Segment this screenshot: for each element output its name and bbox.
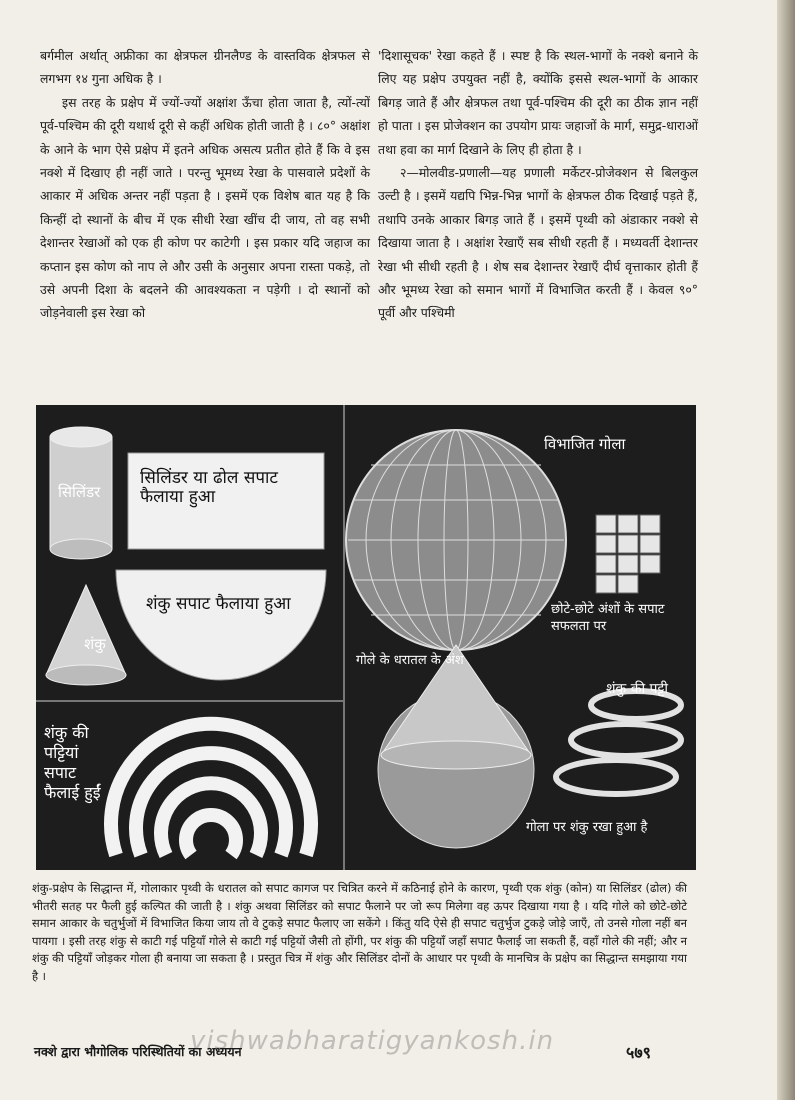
- paragraph: इस तरह के प्रक्षेप में ज्यों-ज्यों अक्षांश ऊँचा होता जाता है, त्यों-त्यों पूर्व-पश्चिम की दूरी यथार्थ दूरी से कहीं अधिक होती जाती है । ८०° अक्षांश के आने के भाग ऐसे प्रक्षेप में इतने अधिक असत्य प्रतीत होते हैं कि वे इस नक्शे में दिखाए ही नहीं जाते । परन्तु भूमध्य रेखा के पासवाले प्रदेशों के आकार में अधिक अन्तर नहीं पड़ता है । इसमें एक विशेष बात यह है कि किन्हीं दो स्थानों के बीच में एक सीधी रेखा खींच दी जाय, तो वह सभी देशान्तर रेखाओं को एक ही कोण पर काटेगी । इस प्रकार यदि जहाज का कप्तान इस कोण को नाप ले और उसी के अनुसार अपना रास्ता पकड़े, तो उसे अपनी दिशा के बदलने की आवश्यकता न पड़ेगी । दो स्थानों को जोड़नेवाली इस रेखा को: [40, 94, 370, 321]
- flat-pieces-shape: [596, 515, 660, 593]
- cone-strips-label: शंकु की पट्टियां सपाट फैलाई हुईं: [44, 723, 101, 802]
- flat-cylinder-label: सिलिंडर या ढोल सपाट फैलाया हुआ: [140, 468, 278, 507]
- running-footer-title: नक्शे द्वारा भौगोलिक परिस्थितियों का अध्ययन: [34, 1044, 242, 1059]
- strip-rings-shape: [556, 691, 681, 794]
- paragraph: 'दिशासूचक' रेखा कहते हैं । स्पष्ट है कि स्थल-भागों के नक्शे बनाने के लिए यह प्रक्षेप उपयुक्त नहीं है, क्योंकि इससे स्थल-भागों के आकार बिगड़ जाते हैं और क्षेत्रफल तथा पूर्व-पश्चिम की दूरी का ठीक ज्ञान नहीं हो पाता । इस प्रोजेक्शन का उपयोग प्रायः जहाजों के मार्ग, समुद्र-धाराओं तथा हवा का मार्ग दिखाने के लिए ही होता है ।: [378, 48, 698, 157]
- illustration-graphic: [36, 405, 696, 870]
- cone-strips-shape: [111, 724, 311, 855]
- projection-illustration: [36, 405, 696, 870]
- divided-globe-label: विभाजित गोला: [544, 435, 626, 453]
- cone-on-globe-label: गोला पर शंकु रखा हुआ है: [526, 820, 648, 835]
- globe-shape: [346, 430, 566, 650]
- paragraph: बर्गमील अर्थात् अफ्रीका का क्षेत्रफल ग्रीनलैण्ड के वास्तविक क्षेत्रफल से लगभग १४ गुना अधिक है ।: [40, 48, 370, 87]
- cone-label: शंकु: [84, 635, 106, 653]
- globe-surface-label: गोले के धरातल के अंश: [356, 653, 464, 668]
- flat-cone-label: शंकु सपाट फैलाया हुआ: [146, 594, 291, 614]
- right-column: [378, 44, 698, 325]
- small-pieces-label: छोटे-छोटे अंशों के सपाट सफलता पर: [551, 602, 665, 634]
- page-number: ५७९: [626, 1043, 651, 1062]
- cone-on-sphere-shape: [378, 645, 534, 848]
- watermark: vishwabharatigyankosh.in: [190, 1026, 555, 1056]
- paragraph: २—मोलवीड-प्रणाली—यह प्रणाली मर्केटर-प्रोजेक्शन से बिलकुल उल्टी है । इसमें यद्यपि भिन्न-भिन्न भागों के क्षेत्रफल ठीक दिखाई पड़ते हैं, तथापि उनके आकार बिगड़ जाते हैं । इसमें पृथ्वी को अंडाकार नक्शे से दिखाया जाता है । अक्षांश रेखाएँ सब सीधी रहती हैं । मध्यवर्ती देशान्तर रेखा भी सीधी रहती है । शेष सब देशान्तर रेखाएँ दीर्घ वृत्ताकार होती हैं और भूमध्य रेखा को समान भागों में विभाजित करती हैं । केवल ९०° पूर्वी और पश्चिमी: [378, 165, 698, 321]
- cylinder-label: सिलिंडर: [58, 483, 101, 501]
- left-column: [40, 44, 370, 325]
- flat-cone-shape: [116, 570, 326, 680]
- cone-strips-2-label: शंकु की पट्टी: [606, 681, 668, 697]
- book-gutter: [777, 0, 795, 1100]
- figure-caption: शंकु-प्रक्षेप के सिद्धान्त में, गोलाकार पृथ्वी के धरातल को सपाट कागज पर चित्रित करने में कठिनाई होने के कारण, पृथ्वी एक शंकु (कोन) या सिलिंडर (ढोल) की भीतरी सतह पर फैली हुई कल्पित की जाती है । शंकु अथवा सिलिंडर को सपाट फैलाने पर जो रूप मिलेगा वह ऊपर दिखाया गया है । यदि गोले को छोटे-छोटे समान आकार के चतुर्भुजों में विभाजित किया जाय तो वे टुकड़े सपाट फैलाए जा सकेंगे । किंतु यदि ऐसे ही सपाट चतुर्भुज टुकड़े जोड़े जाएँ, तो उनसे गोला नहीं बन पायगा । इसी तरह शंकु से काटी गई पट्टियाँ गोले से काटी गई पट्टियों जैसी तो होंगी, पर शंकु की पट्टियाँ जहाँ सपाट फैलाई जा सकती हैं, वहाँ गोले की नहीं; और न शंकु की पट्टियाँ जोड़कर गोला ही बनाया जा सकता है । प्रस्तुत चित्र में शंकु और सिलिंडर दोनों के आधार पर पृथ्वी के मानचित्र के प्रक्षेप का सिद्धान्त समझाया गया है ।: [32, 881, 687, 983]
